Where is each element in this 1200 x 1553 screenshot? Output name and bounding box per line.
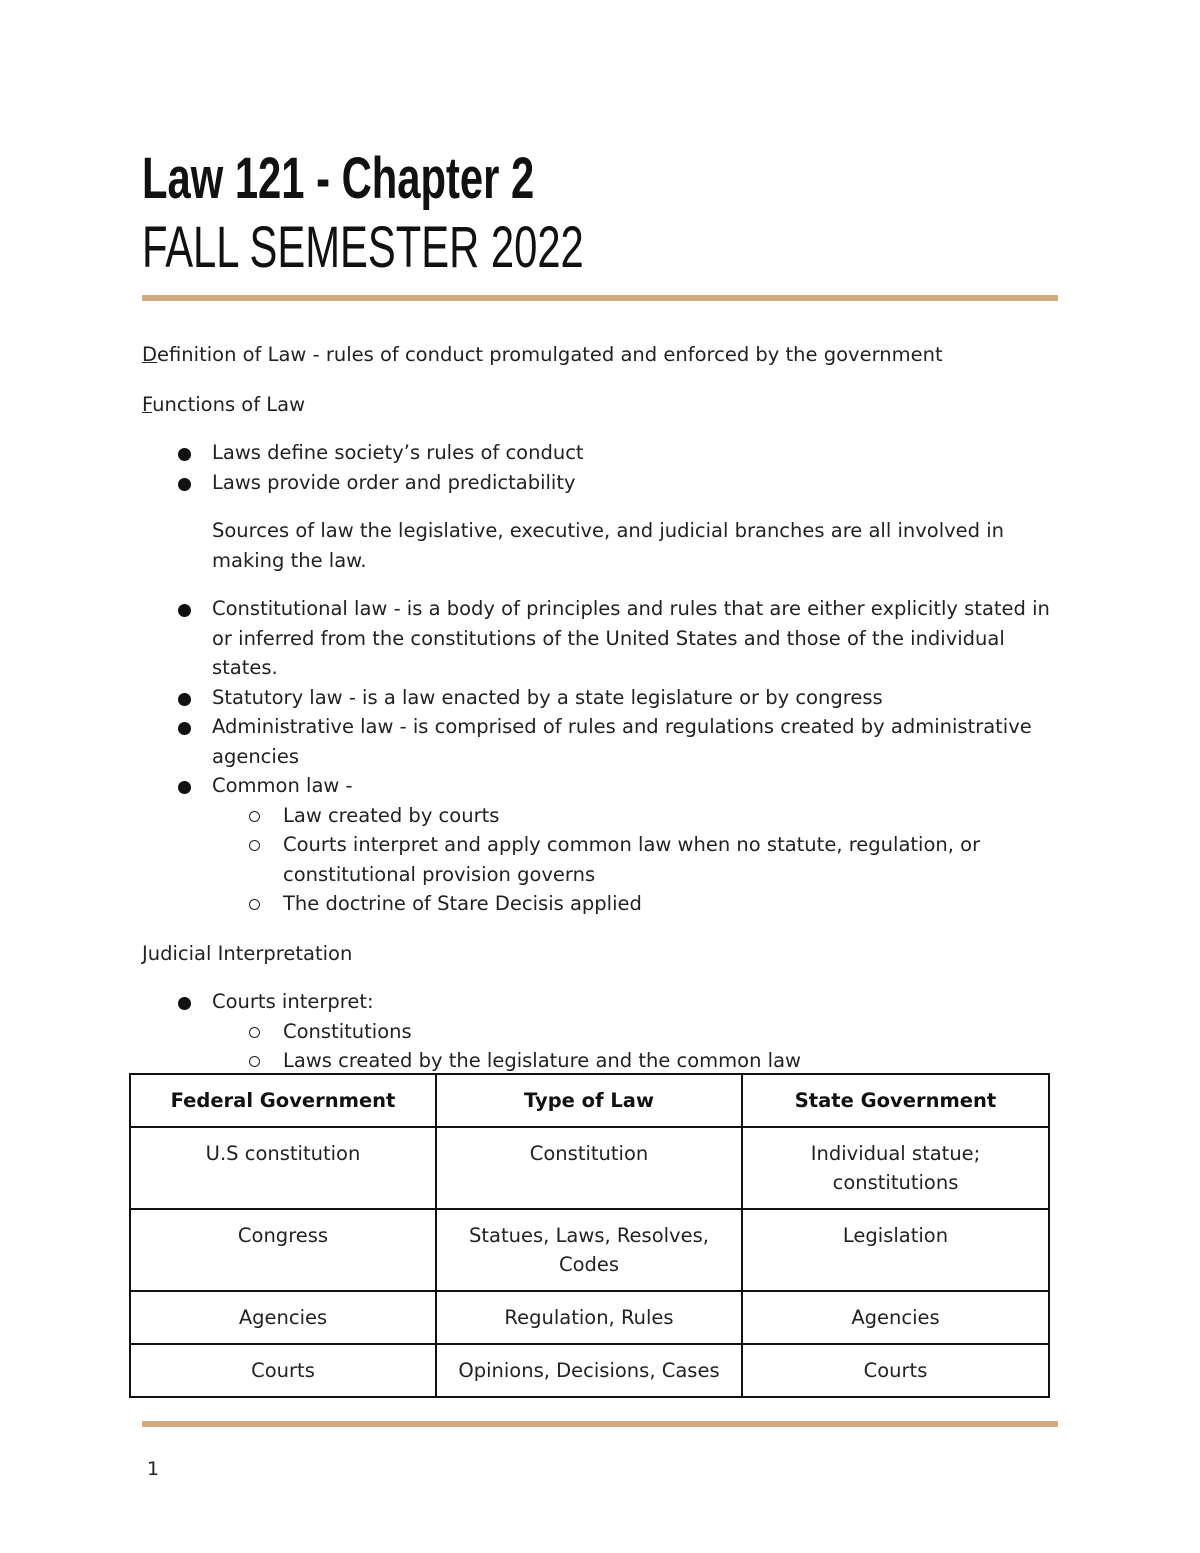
table-row	[130, 1209, 1049, 1291]
judicial-lead-letter: J	[142, 941, 148, 965]
table-cell: Regulation, Rules	[436, 1291, 742, 1344]
table-cell: U.S constitution	[130, 1127, 436, 1209]
table-cell: Courts	[742, 1344, 1049, 1397]
document-subtitle: FALL SEMESTER 2022	[142, 215, 584, 280]
table-cell: Courts	[130, 1344, 436, 1397]
bullet-dot-icon	[178, 722, 191, 735]
document-title: Law 121 - Chapter 2	[142, 146, 535, 211]
functions-lead-letter: F	[142, 392, 153, 416]
sub-list-item: The doctrine of Stare Decisis applied	[142, 889, 1062, 919]
table-row	[130, 1291, 1049, 1344]
list-item: Common law - Law created by courts Courts interpret and apply common law when no statute, regulation, or constitutional provision governs The doctrine of Stare Decisis applied	[142, 771, 1062, 919]
table-cell: Agencies	[130, 1291, 436, 1344]
courts-interpret-sublist	[212, 1017, 1062, 1076]
bullet-circle-icon	[249, 811, 260, 822]
bullet-dot-icon	[178, 604, 191, 617]
column-header-federal: Federal Government	[130, 1074, 436, 1127]
list-item: Laws define society’s rules of conduct	[142, 438, 1062, 468]
sources-list	[142, 594, 1062, 919]
table-cell: Agencies	[742, 1291, 1049, 1344]
table-cell: Congress	[130, 1209, 436, 1291]
judicial-list	[142, 987, 1062, 1076]
bullet-dot-icon	[178, 693, 191, 706]
table-row	[130, 1344, 1049, 1397]
bullet-circle-icon	[249, 1027, 260, 1038]
list-item: Courts interpret: Constitutions Laws created by the legislature and the common law	[142, 987, 1062, 1076]
functions-heading-text: unctions of Law	[152, 392, 306, 416]
definition-lead-letter: D	[142, 343, 158, 366]
table-cell: Statues, Laws, Resolves, Codes	[436, 1209, 742, 1291]
column-header-type: Type of Law	[436, 1074, 742, 1127]
definition-paragraph	[142, 340, 1062, 370]
table-cell: Individual statue; constitutions	[742, 1127, 1049, 1209]
bullet-circle-icon	[249, 840, 260, 851]
bullet-circle-icon	[249, 899, 260, 910]
table-cell: Constitution	[436, 1127, 742, 1209]
sub-list-item: Courts interpret and apply common law when no statute, regulation, or constitutional provision governs	[142, 830, 1062, 889]
header-divider	[142, 295, 1058, 301]
table-row	[130, 1127, 1049, 1209]
sub-list-item: Laws created by the legislature and the common law	[142, 1046, 1062, 1076]
functions-heading	[142, 390, 1062, 420]
footer-divider	[142, 1421, 1058, 1427]
bullet-dot-icon	[178, 478, 191, 491]
list-item: Laws provide order and predictability	[142, 468, 1062, 498]
table-header-row	[130, 1074, 1049, 1127]
list-item: Constitutional law - is a body of principles and rules that are either explicitly stated in or inferred from the constitutions of the United States and those of the individual states.	[142, 594, 1062, 683]
table-cell: Opinions, Decisions, Cases	[436, 1344, 742, 1397]
table-cell: Legislation	[742, 1209, 1049, 1291]
document-body	[142, 340, 1062, 1076]
functions-list	[142, 438, 1062, 497]
judicial-heading	[142, 939, 1062, 969]
common-law-sublist	[212, 801, 1062, 919]
law-sources-table	[129, 1073, 1050, 1398]
sub-list-item: Constitutions	[142, 1017, 1062, 1047]
page-number: 1	[147, 1458, 160, 1480]
judicial-heading-text: udicial Interpretation	[147, 941, 353, 965]
definition-text: efinition of Law - rules of conduct promulgated and enforced by the government	[157, 343, 943, 366]
list-item: Statutory law - is a law enacted by a state legislature or by congress	[142, 683, 1062, 713]
bullet-dot-icon	[178, 448, 191, 461]
list-item: Administrative law - is comprised of rules and regulations created by administrative agencies	[142, 712, 1062, 771]
bullet-circle-icon	[249, 1056, 260, 1067]
bullet-dot-icon	[178, 997, 191, 1010]
sources-paragraph: Sources of law the legislative, executive, and judicial branches are all involved in making the law.	[212, 519, 1005, 572]
column-header-state: State Government	[742, 1074, 1049, 1127]
bullet-dot-icon	[178, 781, 191, 794]
sub-list-item: Law created by courts	[142, 801, 1062, 831]
